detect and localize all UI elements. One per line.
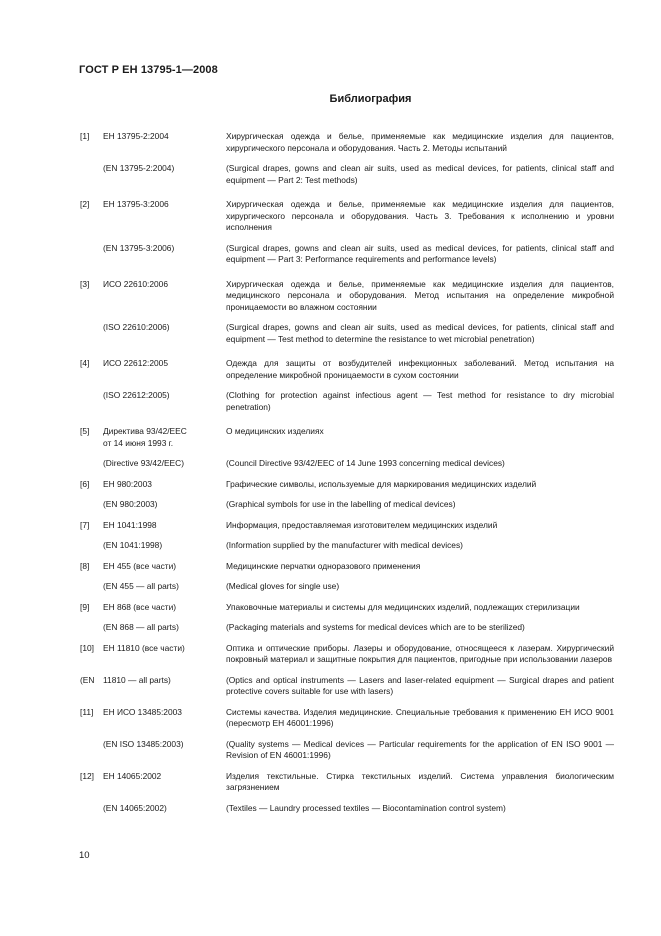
entry-reference: ЕН ИСО 13485:2003 [103, 706, 182, 717]
bibliography-entry [80, 199, 614, 234]
entry-description: (Information supplied by the manufacturer with medical devices) [226, 540, 463, 550]
entry-description: Одежда для защиты от возбудителей инфекционных заболеваний. Метод испытания на определение микробной проницаемости в сухом состоянии [226, 358, 614, 380]
entry-reference: Директива 93/42/ЕЕС от 14 июня 1993 г. [103, 426, 187, 448]
entry-reference-column [80, 199, 226, 211]
bibliography-entry [80, 622, 614, 634]
entry-description: (Surgical drapes, gowns and clean air suits, used as medical devices, for patients, clinical staff and equipment — Part 2: Test methods) [226, 163, 614, 185]
entry-reference: (EN 13795-2:2004) [103, 163, 175, 173]
entry-number: [2] [80, 199, 90, 209]
entry-number: [1] [80, 131, 90, 141]
bibliography-entry [80, 739, 614, 762]
bibliography-entry [80, 131, 614, 154]
bibliography-entry [80, 390, 614, 413]
entry-reference-column [80, 499, 226, 511]
entry-reference: 11810 — all parts) [103, 674, 171, 685]
entry-reference-column [80, 675, 226, 687]
entry-number [80, 803, 103, 815]
entry-number [80, 540, 103, 552]
entry-reference-column [80, 458, 226, 470]
entry-number [80, 243, 103, 255]
entry-reference: (EN 13795-3:2006) [103, 242, 175, 253]
entry-reference: (EN 14065:2002) [103, 802, 167, 813]
entry-reference: ЕН 1041:1998 [103, 519, 157, 530]
entry-reference: ЕН 13795-3:2006 [103, 199, 169, 209]
entry-reference-column [80, 479, 226, 491]
bibliography-entry [80, 540, 614, 552]
entry-reference-column [80, 803, 226, 815]
entry-reference-column [80, 622, 226, 634]
bibliography-entry [80, 322, 614, 345]
entry-reference-column [80, 520, 226, 532]
entry-reference: ИСО 22612:2005 [103, 358, 168, 368]
entry-reference-column [80, 243, 226, 255]
bibliography-entry [80, 479, 614, 491]
entry-reference: (EN 980:2003) [103, 499, 158, 509]
entry-number: [8] [80, 560, 90, 571]
entry-description: (Clothing for protection against infectious agent — Test method for resistance to dry microbial penetration) [226, 390, 614, 412]
entry-description: (Council Directive 93/42/EEC of 14 June 1993 concerning medical devices) [226, 458, 505, 468]
entry-reference: ЕН 13795-2:2004 [103, 131, 169, 141]
bibliography-entry [80, 643, 614, 666]
entry-description: (Textiles — Laundry processed textiles — Biocontamination control system) [226, 802, 506, 813]
entry-number: [12] [80, 770, 94, 781]
entry-number: [6] [80, 478, 90, 489]
bibliography-entry [80, 581, 614, 593]
entry-description: Системы качества. Изделия медицинские. Специальные требования к применению ЕН ИСО 9001 (пересмотр ЕН 46001:1996) [226, 706, 614, 728]
entry-description: Изделия текстильные. Стирка текстильных изделий. Система управления биологическим загрязнением [226, 770, 614, 792]
entry-number [80, 458, 103, 470]
entry-description: (Graphical symbols for use in the labelling of medical devices) [226, 499, 456, 509]
entry-number: [11] [80, 706, 94, 717]
entry-reference-column [80, 163, 226, 175]
entry-reference: ЕН 980:2003 [103, 478, 152, 489]
entry-number [80, 163, 103, 175]
entry-reference-column [80, 358, 226, 370]
entry-reference-column [80, 426, 226, 449]
entry-reference-column [80, 279, 226, 291]
bibliography-entry [80, 675, 614, 698]
entry-reference-column [80, 390, 226, 402]
entry-description: (Surgical drapes, gowns and clean air suits, used as medical devices, for patients, clinical staff and equipment — Part 3: Performance requirements and performance levels) [226, 242, 614, 264]
entry-number [80, 499, 103, 511]
entry-description: Хирургическая одежда и белье, применяемые как медицинские изделия для пациентов, хирургического персонала и оборудования. Часть 2. Методы испытаний [226, 131, 614, 153]
entry-description: (Medical gloves for single use) [226, 581, 340, 591]
entry-description: Информация, предоставляемая изготовителем медицинских изделий [226, 519, 498, 530]
entry-number [80, 622, 103, 634]
entry-reference: (EN ISO 13485:2003) [103, 738, 184, 749]
entry-description: (Optics and optical instruments — Lasers and laser-related equipment — Surgical drapes and patient protective covers suitable for use with lasers) [226, 674, 614, 696]
bibliography-list [80, 131, 614, 814]
entry-number: (EN [80, 674, 95, 685]
entry-reference: ЕН 14065:2002 [103, 770, 162, 781]
entry-reference: (EN 868 — all parts) [103, 622, 179, 632]
entry-reference-column [80, 561, 226, 573]
entry-reference: ЕН 868 (все части) [103, 601, 177, 612]
bibliography-entry [80, 803, 614, 815]
entry-reference-column [80, 581, 226, 593]
entry-number [80, 581, 103, 593]
entry-number [80, 390, 103, 402]
entry-number: [5] [80, 426, 90, 436]
entry-description: Графические символы, используемые для маркирования медицинских изделий [226, 478, 537, 489]
entry-reference-column [80, 739, 226, 751]
entry-description: Хирургическая одежда и белье, применяемые как медицинские изделия для пациентов, медицинского персонала и оборудования. Метод испытания на определение микробной проницаемости во влажном состоянии [226, 278, 614, 312]
bibliography-entry [80, 499, 614, 511]
entry-reference: ИСО 22610:2006 [103, 278, 168, 289]
entry-reference: ЕН 11810 (все части) [103, 642, 185, 653]
entry-description: (Surgical drapes, gowns and clean air suits, used as medical devices, for patients, clinical staff and equipment — Test method to determine the resistance to wet microbial penetration) [226, 322, 614, 344]
bibliography-entry [80, 771, 614, 794]
entry-reference: (Directive 93/42/EEC) [103, 458, 184, 468]
entry-reference-column [80, 707, 226, 719]
bibliography-entry [80, 458, 614, 470]
bibliography-entry [80, 243, 614, 266]
entry-reference: (ISO 22610:2006) [103, 322, 170, 332]
entry-description: (Packaging materials and systems for medical devices which are to be sterilized) [226, 622, 525, 632]
entry-description: Хирургическая одежда и белье, применяемые как медицинские изделия для пациентов, хирургического персонала и оборудования. Часть 3. Требования к исполнению и уровни исполнения [226, 199, 614, 232]
bibliography-entry [80, 279, 614, 314]
entry-reference-column [80, 643, 226, 655]
document-header: ГОСТ Р ЕН 13795-1—2008 [79, 64, 218, 76]
entry-reference: ЕН 455 (все части) [103, 560, 177, 571]
entry-reference-column [80, 540, 226, 552]
entry-number: [9] [80, 601, 90, 612]
entry-description: Упаковочные материалы и системы для медицинских изделий, подлежащих стерилизации [226, 601, 580, 612]
section-title: Библиография [329, 93, 412, 105]
entry-description: Оптика и оптические приборы. Лазеры и оборудование, относящееся к лазерам. Хирургический покровный материал и защитные покрытия для пациентов, пригодные при использовании лазеров [226, 642, 614, 664]
bibliography-entry [80, 163, 614, 186]
bibliography-entry [80, 358, 614, 381]
entry-number: [3] [80, 278, 90, 289]
entry-description: О медицинских изделиях [226, 426, 324, 436]
bibliography-entry [80, 426, 614, 449]
entry-reference-column [80, 131, 226, 143]
page-number: 10 [79, 850, 90, 861]
entry-reference-column [80, 322, 226, 334]
bibliography-entry [80, 561, 614, 573]
entry-reference: (EN 1041:1998) [103, 540, 163, 550]
entry-reference-column [80, 602, 226, 614]
bibliography-entry [80, 520, 614, 532]
entry-number: [10] [80, 642, 94, 653]
entry-number [80, 739, 103, 751]
bibliography-entry [80, 602, 614, 614]
bibliography-entry [80, 707, 614, 730]
entry-number: [4] [80, 358, 90, 368]
entry-reference: (EN 455 — all parts) [103, 581, 179, 591]
entry-reference-column [80, 771, 226, 783]
entry-description: Медицинские перчатки одноразового применения [226, 560, 421, 571]
entry-description: (Quality systems — Medical devices — Particular requirements for the application of EN ISO 9001 — Revision of EN 46001:1996) [226, 738, 614, 760]
entry-reference: (ISO 22612:2005) [103, 390, 170, 400]
entry-number: [7] [80, 519, 90, 530]
entry-number [80, 322, 103, 334]
